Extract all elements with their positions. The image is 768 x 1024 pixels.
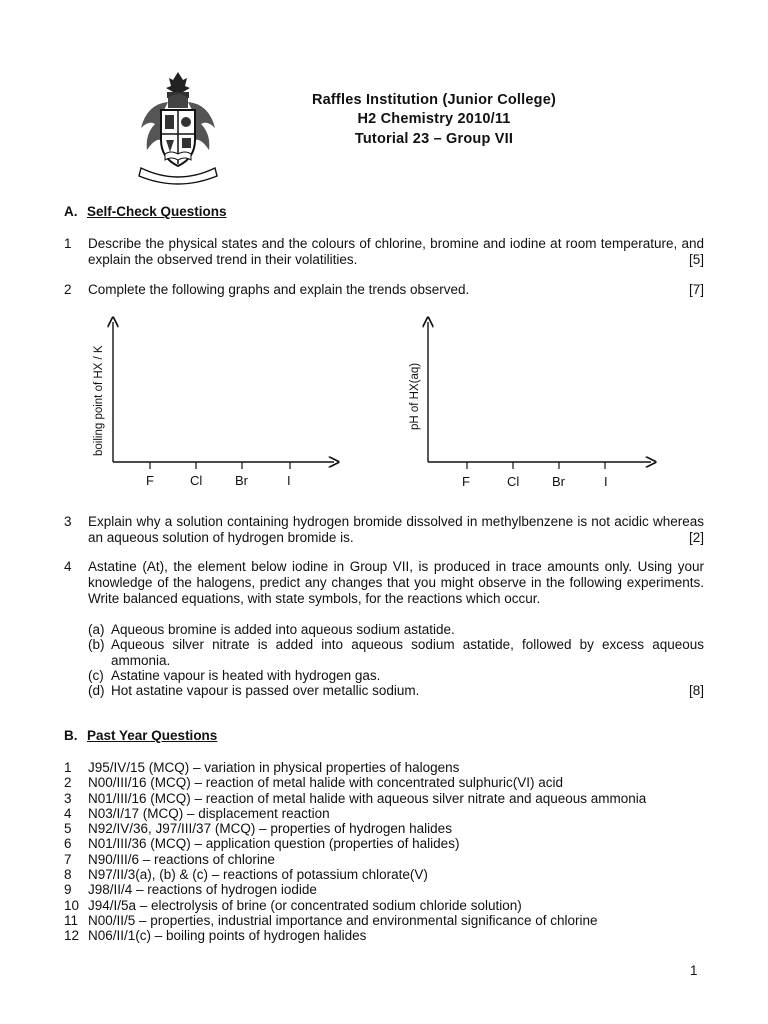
list-item: 8 N97/II/3(a), (b) & (c) – reactions of potassium chlorate(V) <box>64 867 428 883</box>
part-label: (d) <box>88 683 105 698</box>
question-marks: [2] <box>688 530 704 545</box>
school-crest <box>133 68 223 186</box>
part-text: Aqueous bromine is added into aqueous sodium astatide. <box>111 622 455 637</box>
list-item: 2 N00/III/16 (MCQ) – reaction of metal halide with concentrated sulphuric(VI) acid <box>64 775 563 791</box>
tick-label-i: I <box>287 473 291 488</box>
question-4c <box>88 668 704 684</box>
question-4d <box>88 683 704 699</box>
tick-label-cl: Cl <box>190 473 203 488</box>
list-item: 6 N01/III/36 (MCQ) – application question (properties of halides) <box>64 836 460 852</box>
tick-label-i: I <box>604 474 608 489</box>
list-item: 5 N92/IV/36, J97/III/37 (MCQ) – properties of hydrogen halides <box>64 821 452 837</box>
question-4 <box>64 559 704 607</box>
part-label: (a) <box>88 622 105 637</box>
tick-label-br: Br <box>552 474 565 489</box>
tutorial-title: Tutorial 23 – Group VII <box>354 131 514 147</box>
part-text: Aqueous silver nitrate is added into aqueous sodium astatide, followed by excess aqueous ammonia. <box>111 637 704 668</box>
question-marks: [7] <box>688 282 704 297</box>
list-item: 4 N03/I/17 (MCQ) – displacement reaction <box>64 805 330 821</box>
section-a-title: Self-Check Questions <box>87 204 227 219</box>
tick-label-cl: Cl <box>507 474 520 489</box>
section-a-heading <box>64 204 227 219</box>
question-number: 3 <box>64 514 72 529</box>
list-item: 11 N00/II/5 – properties, industrial importance and environmental significance of chlorine <box>64 912 598 928</box>
question-4a <box>88 622 704 638</box>
question-text: Complete the following graphs and explain the trends observed. <box>88 282 470 297</box>
question-marks: [8] <box>688 683 704 698</box>
tick-label-f: F <box>146 473 154 488</box>
institution-title: Raffles Institution (Junior College) <box>311 92 557 108</box>
list-item: 9 J98/II/4 – reactions of hydrogen iodide <box>64 882 317 898</box>
list-item: 12 N06/II/1(c) – boiling points of hydrogen halides <box>64 928 367 944</box>
course-title: H2 Chemistry 2010/11 <box>357 111 511 127</box>
y-axis-label: pH of HX(aq) <box>409 362 421 430</box>
tick-label-f: F <box>462 474 470 489</box>
graph-ph <box>405 316 665 496</box>
question-number: 4 <box>64 559 72 574</box>
question-4b <box>88 637 704 669</box>
page-number: 1 <box>690 963 698 978</box>
part-label: (b) <box>88 637 105 652</box>
question-number: 2 <box>64 282 72 297</box>
question-marks: [5] <box>688 252 704 267</box>
question-text: Explain why a solution containing hydrogen bromide dissolved in methylbenzene is not acidic whereas an aqueous solution of hydrogen bromide is. <box>88 514 704 545</box>
list-item: 10 J94/I/5a – electrolysis of brine (or concentrated sodium chloride solution) <box>64 897 522 913</box>
y-axis-label: boiling point of HX / K <box>93 345 105 456</box>
question-text: Describe the physical states and the colours of chlorine, bromine and iodine at room temperature, and explain the observed trend in their volatilities. <box>88 236 704 267</box>
part-text: Hot astatine vapour is passed over metallic sodium. <box>111 683 420 698</box>
section-b-title: Past Year Questions <box>87 728 218 743</box>
list-item: 7 N90/III/6 – reactions of chlorine <box>64 851 275 867</box>
question-2 <box>64 282 704 298</box>
question-text: Astatine (At), the element below iodine in Group VII, is produced in trace amounts only. Using your knowledge of the halogens, predict any changes that you might observe in the following experiments. Write balanced equations, with state symbols, for the reactions which occur. <box>88 559 704 606</box>
question-number: 1 <box>64 236 72 251</box>
list-item: 1 J95/IV/15 (MCQ) – variation in physical properties of halogens <box>64 760 460 775</box>
question-3 <box>64 514 704 546</box>
past-year-list <box>64 760 704 944</box>
list-item: 3 N01/III/16 (MCQ) – reaction of metal halide with aqueous silver nitrate and aqueous ammonia <box>64 790 647 806</box>
tick-label-br: Br <box>235 473 248 488</box>
section-b-letter: B. <box>64 728 78 743</box>
part-text: Astatine vapour is heated with hydrogen gas. <box>111 668 381 683</box>
graph-boiling-point <box>90 316 350 496</box>
section-b-heading <box>64 728 217 743</box>
part-label: (c) <box>88 668 104 683</box>
question-1 <box>64 236 704 268</box>
section-a-letter: A. <box>64 204 78 219</box>
